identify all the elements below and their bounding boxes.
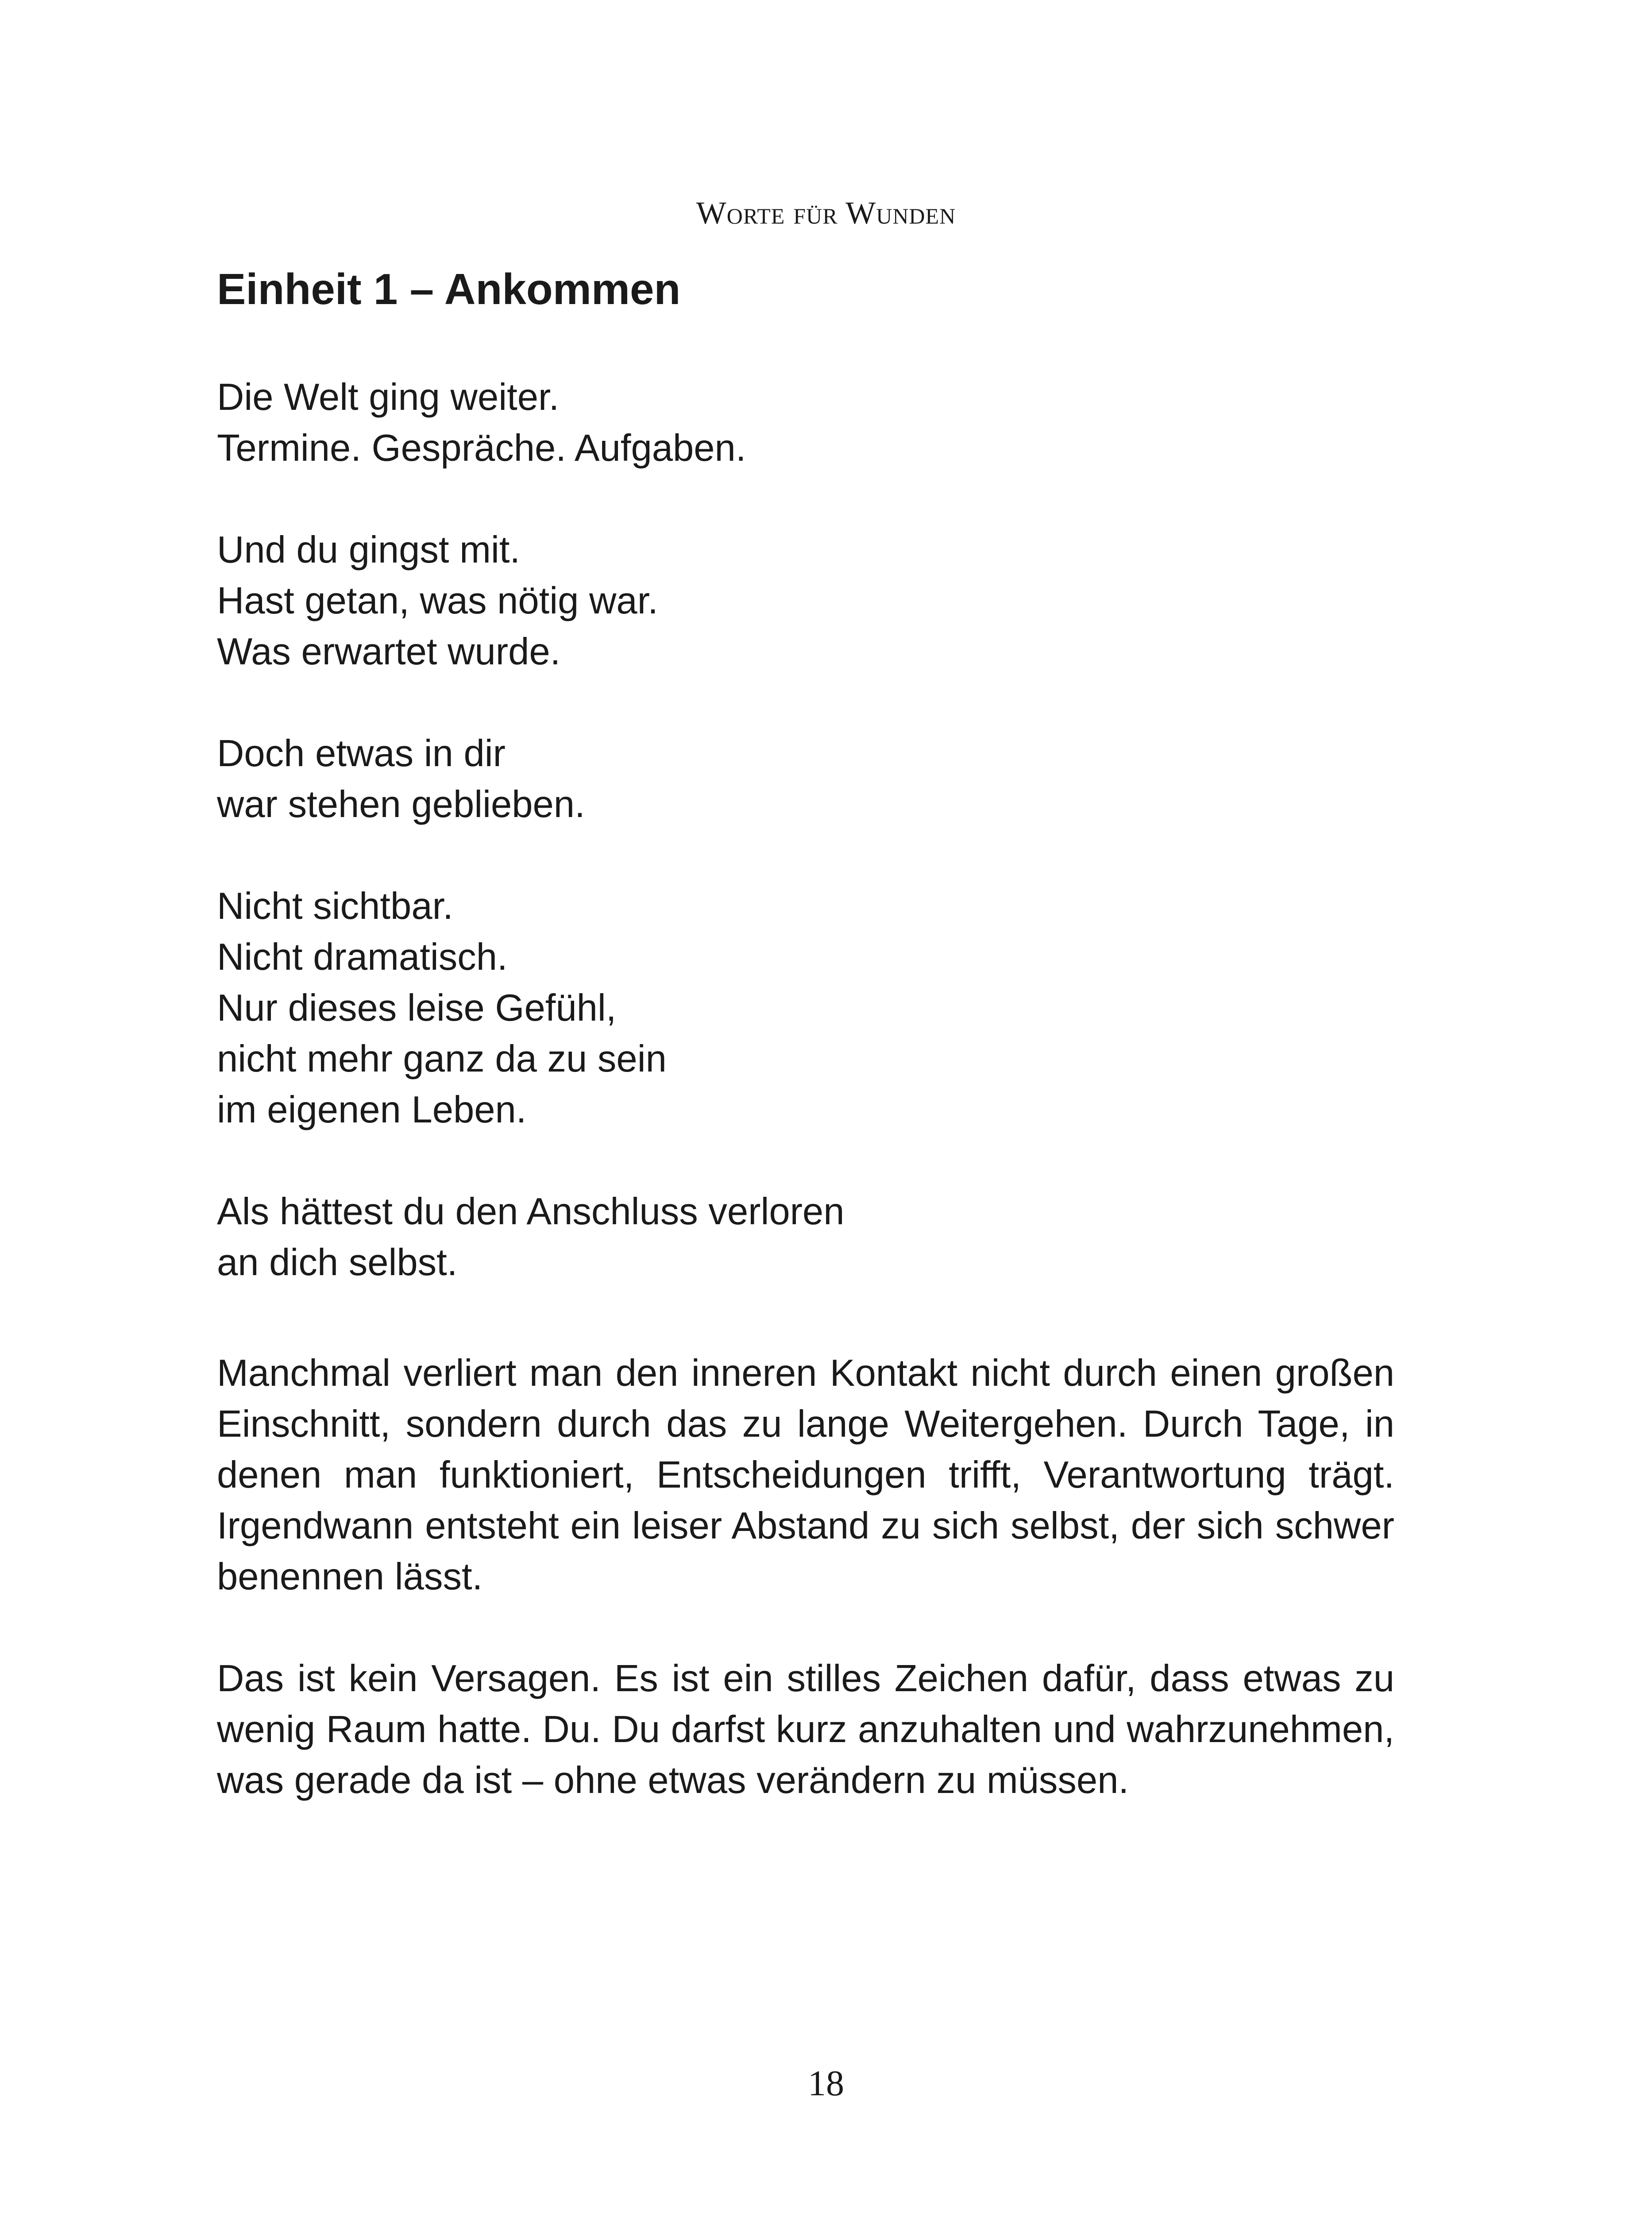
poem-line: Die Welt ging weiter. (217, 376, 560, 418)
prose-section (217, 1348, 1394, 1857)
poem-line: an dich selbst. (217, 1241, 458, 1284)
poem-line: nicht mehr ganz da zu sein (217, 1038, 667, 1080)
poem-line: Doch etwas in dir (217, 733, 506, 775)
chapter-title: Einheit 1 – Ankommen (217, 265, 681, 313)
prose-paragraph: Manchmal verliert man den inneren Kontakt nicht durch einen großen Einschnitt, sondern durch das zu lange Weitergehen. Durch Tage, in denen man funktioniert, Entscheidungen trifft, Verantwortung trägt. Irgendwann entsteht ein leiser Abstand zu sich selbst, der sich schwer benennen lässt. (217, 1352, 1394, 1598)
poem (217, 372, 1403, 1339)
stanza (217, 1186, 1403, 1288)
stanza (217, 881, 1403, 1135)
poem-line: Hast getan, was nötig war. (217, 580, 658, 622)
poem-line: Nicht sichtbar. (217, 885, 453, 927)
poem-line: Nicht dramatisch. (217, 936, 508, 978)
stanza (217, 372, 1403, 474)
poem-line: Nur dieses leise Gefühl, (217, 987, 617, 1029)
stanza (217, 524, 1403, 677)
poem-line: Und du gingst mit. (217, 529, 521, 571)
poem-line: Als hättest du den Anschluss verloren (217, 1191, 845, 1233)
running-header: Worte für Wunden (696, 195, 956, 231)
page-number: 18 (808, 2063, 844, 2103)
poem-line: im eigenen Leben. (217, 1089, 527, 1131)
prose-paragraph: Das ist kein Versagen. Es ist ein stilles Zeichen dafür, dass etwas zu wenig Raum hatte. Du. Du darfst kurz anzuhalten und wahrzunehmen, was gerade da ist – ohne etwas verändern zu müssen. (217, 1658, 1394, 1801)
poem-line: Was erwartet wurde. (217, 631, 561, 673)
stanza (217, 728, 1403, 830)
poem-line: war stehen geblieben. (217, 783, 585, 825)
poem-line: Termine. Gespräche. Aufgaben. (217, 427, 746, 469)
